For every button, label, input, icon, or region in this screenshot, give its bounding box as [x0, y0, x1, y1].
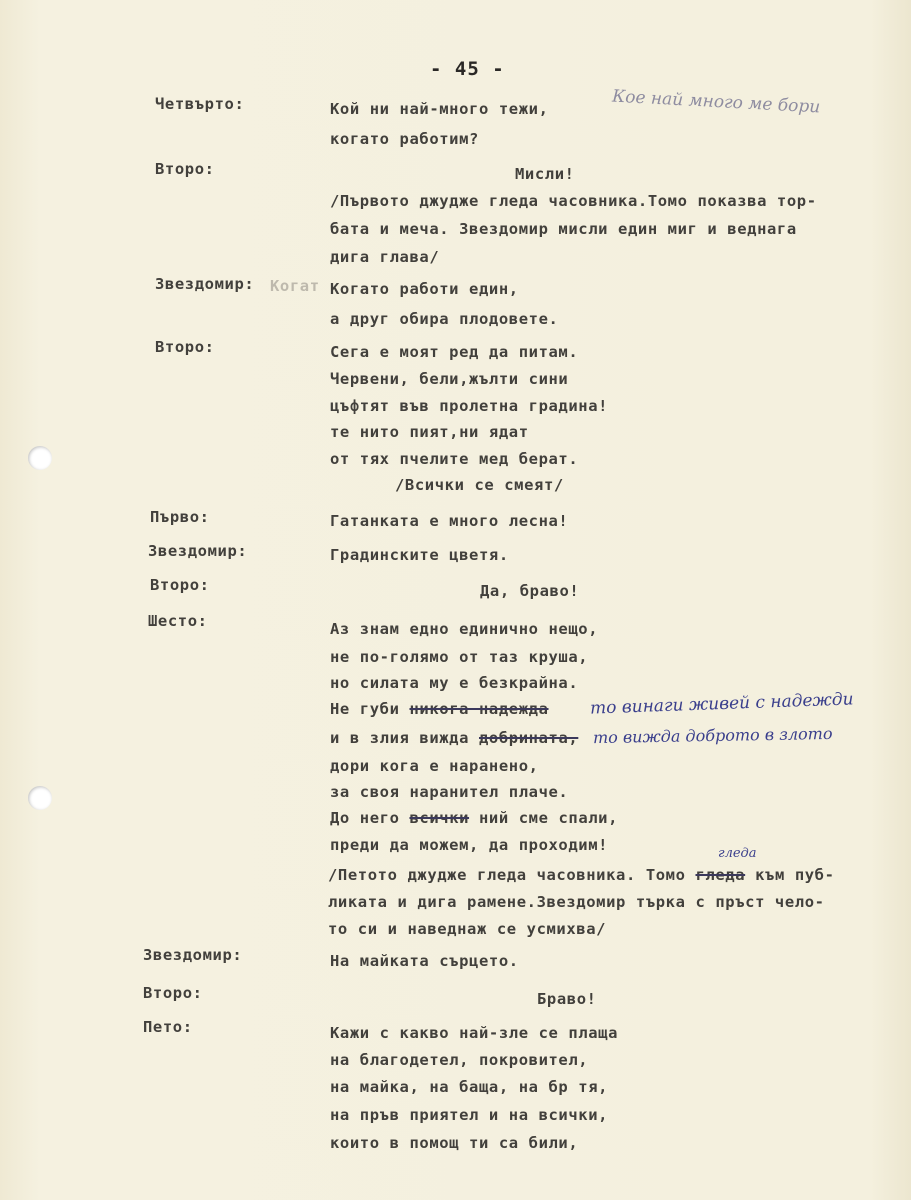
dialogue-line: на пръв приятел и на всички,	[330, 1106, 609, 1124]
dialogue-line: На майката сърцето.	[330, 952, 519, 970]
speaker-name: Шесто:	[148, 612, 208, 630]
dialogue-fragment: Не губи	[330, 700, 400, 718]
dialogue-fragment: ний сме спали,	[479, 809, 619, 827]
dialogue-line: за своя наранител плаче.	[330, 783, 569, 801]
dialogue-line: цъфтят във пролетна градина!	[330, 397, 609, 415]
stage-fragment: /Петото джудже гледа часовника. Томо	[328, 866, 686, 884]
stage-fragment: към пуб-	[755, 866, 835, 884]
dialogue-fragment: До него	[330, 809, 400, 827]
speaker-name: Пето:	[143, 1018, 193, 1036]
dialogue-line: когато работим?	[330, 130, 479, 148]
dialogue-line: те нито пият,ни ядат	[330, 423, 529, 441]
speaker-name: Звездомир:	[155, 275, 255, 293]
stage-direction: /Първото джудже гледа часовника.Томо показва тор-	[330, 192, 817, 210]
speaker-name: Второ:	[143, 984, 203, 1002]
dialogue-line: на благодетел, покровител,	[330, 1051, 589, 1069]
stage-direction: то си и наведнаж се усмихва/	[328, 920, 607, 938]
struck-out-text: всички	[409, 809, 470, 827]
speaker-name: Звездомир:	[148, 542, 248, 560]
speaker-name: Първо:	[150, 508, 210, 526]
dialogue-line: Сега е моят ред да питам.	[330, 343, 579, 361]
dialogue-line: дори кога е наранено,	[330, 757, 539, 775]
stage-direction	[328, 866, 835, 884]
punch-hole	[28, 446, 52, 470]
dialogue-line: преди да можем, да проходим!	[330, 836, 609, 854]
speaker-name: Второ:	[155, 338, 215, 356]
dialogue-line: които в помощ ти са били,	[330, 1134, 579, 1152]
dialogue-line: Аз знам едно единично нещо,	[330, 620, 599, 638]
dialogue-line: от тях пчелите мед берат.	[330, 450, 579, 468]
dialogue-line: Гатанката е много лесна!	[330, 512, 569, 530]
speaker-name: Четвърто:	[155, 95, 245, 113]
stage-direction: ликата и дига рамене.Звездомир търка с пръст чело-	[328, 893, 825, 911]
dialogue-line: Когато работи един,	[330, 280, 519, 298]
handwritten-correction: гледа	[718, 846, 757, 861]
speaker-name: Второ:	[150, 576, 210, 594]
pencil-note: Кое най много ме бори	[611, 86, 821, 118]
punch-hole	[28, 786, 52, 810]
struck-out-text: добрината,	[478, 729, 579, 747]
dialogue-line: Червени, бели,жълти сини	[330, 370, 569, 388]
dialogue-line: на майка, на баща, на бр тя,	[330, 1078, 609, 1096]
stage-direction: /Всички се смеят/	[395, 476, 564, 494]
dialogue-line: Кажи с какво най-зле се плаща	[330, 1024, 619, 1042]
stage-direction: дига глава/	[330, 248, 440, 266]
stage-direction: бата и меча. Звездомир мисли един миг и веднага	[330, 220, 797, 238]
handwritten-insertion: то винаги живей с надежди	[589, 689, 854, 719]
dialogue-line: но силата му е безкрайна.	[330, 674, 579, 692]
speaker-name: Второ:	[155, 160, 215, 178]
dialogue-line	[330, 809, 618, 827]
dialogue-line: Кой ни най-много тежи,	[330, 100, 549, 118]
dialogue-fragment: и в злия вижда	[330, 729, 470, 747]
dialogue-line	[330, 729, 578, 747]
handwritten-insertion: то вижда доброто в злото	[592, 723, 833, 748]
struck-out-text: гледа	[695, 866, 746, 884]
dialogue-line: а друг обира плодовете.	[330, 310, 559, 328]
dialogue-line: Браво!	[537, 990, 597, 1008]
dialogue-line: не по-голямо от таз круша,	[330, 648, 589, 666]
dialogue-line: Да, браво!	[480, 582, 580, 600]
faint-typo: Когат	[270, 277, 320, 295]
struck-out-text: никога надежда	[409, 700, 549, 718]
dialogue-line	[330, 700, 549, 718]
speaker-name: Звездомир:	[143, 946, 243, 964]
dialogue-line: Градинските цветя.	[330, 546, 509, 564]
page-number: - 45 -	[430, 58, 505, 80]
dialogue-line: Мисли!	[515, 165, 575, 183]
